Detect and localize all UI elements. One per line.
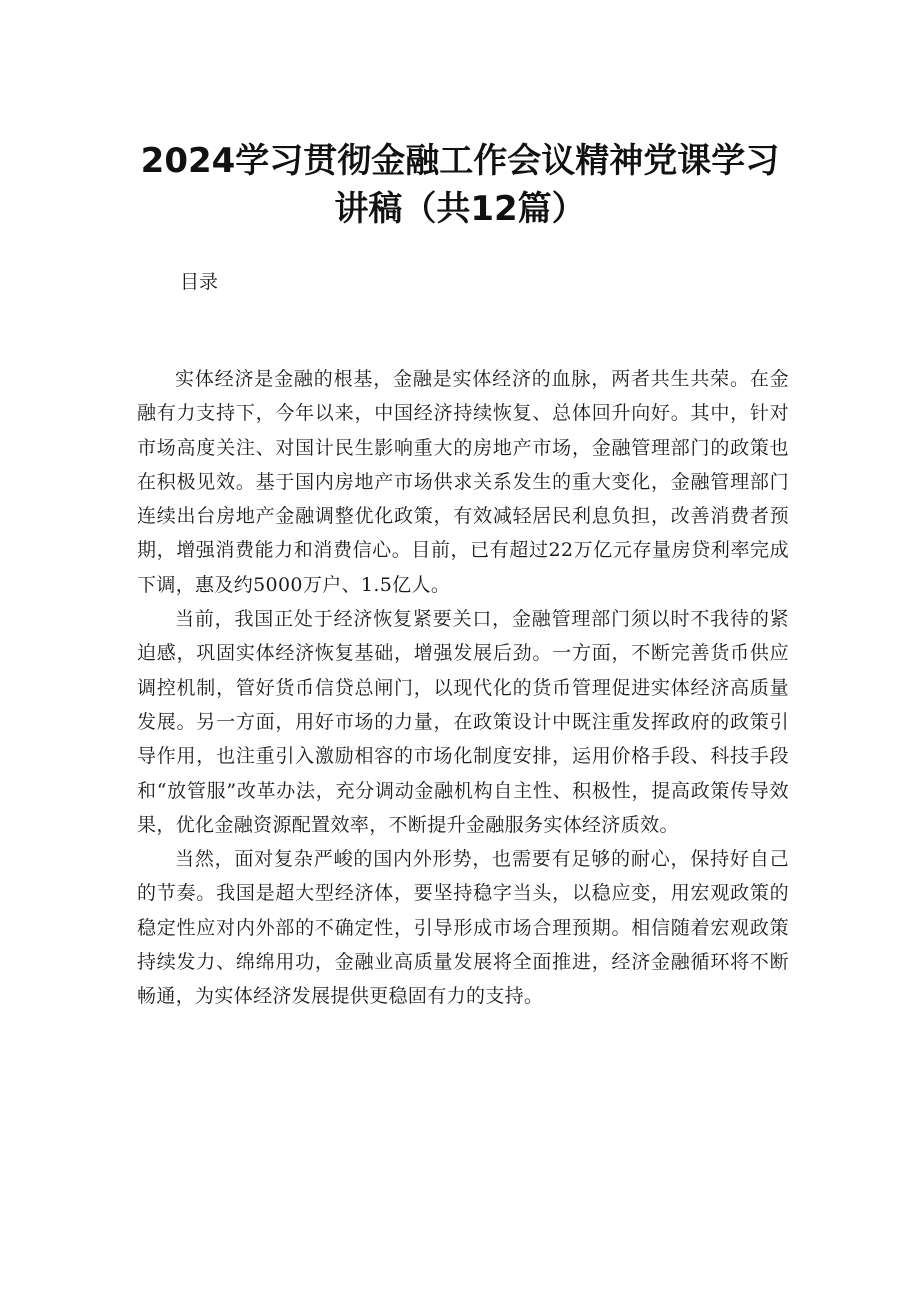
document-body — [137, 362, 789, 1014]
document-title-line-2: 讲稿（共12篇） — [334, 189, 586, 229]
document-title-line-1: 2024学习贯彻金融工作会议精神党课学习 — [140, 141, 780, 181]
body-paragraph-1: 实体经济是金融的根基，金融是实体经济的血脉，两者共生共荣。在金融有力支持下，今年以来，中国经济持续恢复、总体回升向好。其中，针对市场高度关注、对国计民生影响重大的房地产市场，金融管理部门的政策也在积极见效。基于国内房地产市场供求关系发生的重大变化，金融管理部门连续出台房地产金融调整优化政策，有效减轻居民利息负担，改善消费者预期，增强消费能力和消费信心。目前，已有超过22万亿元存量房贷利率完成下调，惠及约5000万户、1.5亿人。 — [137, 368, 789, 596]
table-of-contents-label: 目录 — [180, 271, 219, 293]
body-paragraph-2: 当前，我国正处于经济恢复紧要关口，金融管理部门须以时不我待的紧迫感，巩固实体经济恢复基础，增强发展后劲。一方面，不断完善货币供应调控机制，管好货币信贷总闸门，以现代化的货币管理促进实体经济高质量发展。另一方面，用好市场的力量，在政策设计中既注重发挥政府的政策引导作用，也注重引入激励相容的市场化制度安排，运用价格手段、科技手段和“放管服”改革办法，充分调动金融机构自主性、积极性，提高政策传导效果，优化金融资源配置效率，不断提升金融服务实体经济质效。 — [137, 608, 789, 836]
body-paragraph-3: 当然，面对复杂严峻的国内外形势，也需要有足够的耐心，保持好自己的节奏。我国是超大型经济体，要坚持稳字当头，以稳应变，用宏观政策的稳定性应对内外部的不确定性，引导形成市场合理预期。相信随着宏观政策持续发力、绵绵用功，金融业高质量发展将全面推进，经济金融循环将不断畅通，为实体经济发展提供更稳固有力的支持。 — [137, 848, 789, 1008]
